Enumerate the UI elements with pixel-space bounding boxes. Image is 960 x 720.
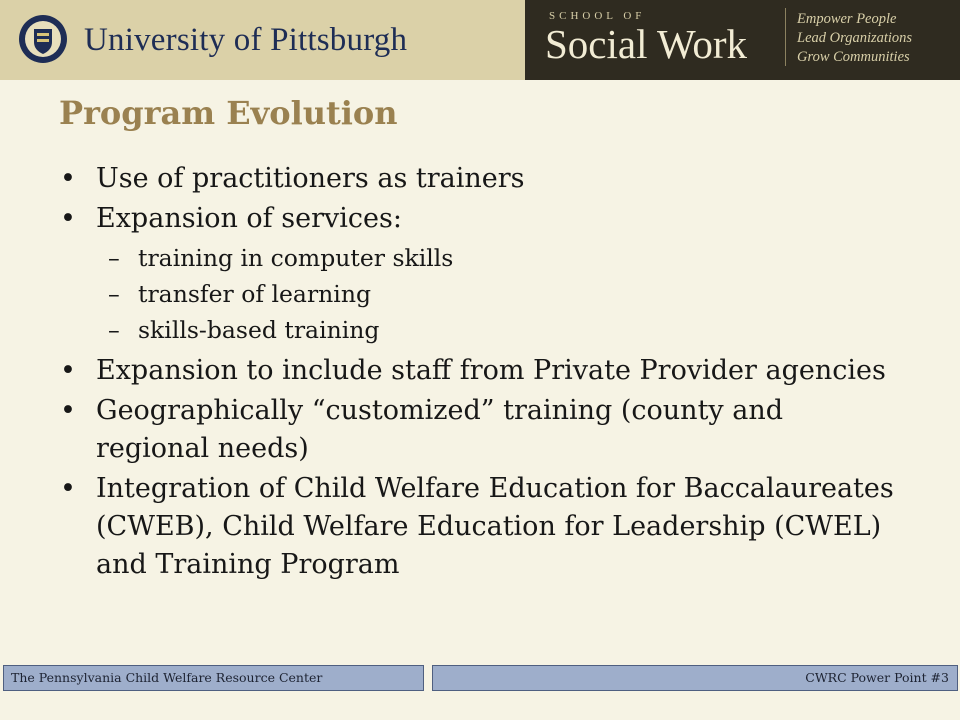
- footer-right-text: CWRC Power Point #3: [432, 665, 958, 691]
- university-seal-icon: [18, 14, 68, 64]
- bullet-item: • Expansion to include staff from Private Provider agencies: [60, 352, 900, 390]
- header-divider: [785, 8, 786, 66]
- tagline-empower: Empower People: [797, 11, 897, 27]
- slide-content: [60, 160, 900, 586]
- bullet-item: • Integration of Child Welfare Education for Baccalaureates (CWEB), Child Welfare Education for Leadership (CWEL) and Training Program: [60, 470, 900, 584]
- footer-left-text: The Pennsylvania Child Welfare Resource Center: [3, 665, 424, 691]
- taglines: [797, 10, 912, 67]
- social-work-label: Social Work: [545, 21, 748, 67]
- bullet-item: • Expansion of services:: [60, 200, 900, 238]
- slide-title: Program Evolution: [59, 94, 398, 132]
- sub-bullet-item: – transfer of learning: [60, 276, 900, 312]
- tagline-lead: Lead Organizations: [797, 30, 913, 46]
- tagline-grow: Grow Communities: [797, 49, 910, 65]
- school-of-label: SCHOOL OF: [549, 10, 646, 22]
- bullet-item: • Use of practitioners as trainers: [60, 160, 900, 198]
- sub-bullet-item: – skills-based training: [60, 312, 900, 348]
- university-name: University of Pittsburgh: [84, 22, 408, 58]
- bullet-item: • Geographically “customized” training (county and regional needs): [60, 392, 900, 468]
- sub-bullet-item: – training in computer skills: [60, 240, 900, 276]
